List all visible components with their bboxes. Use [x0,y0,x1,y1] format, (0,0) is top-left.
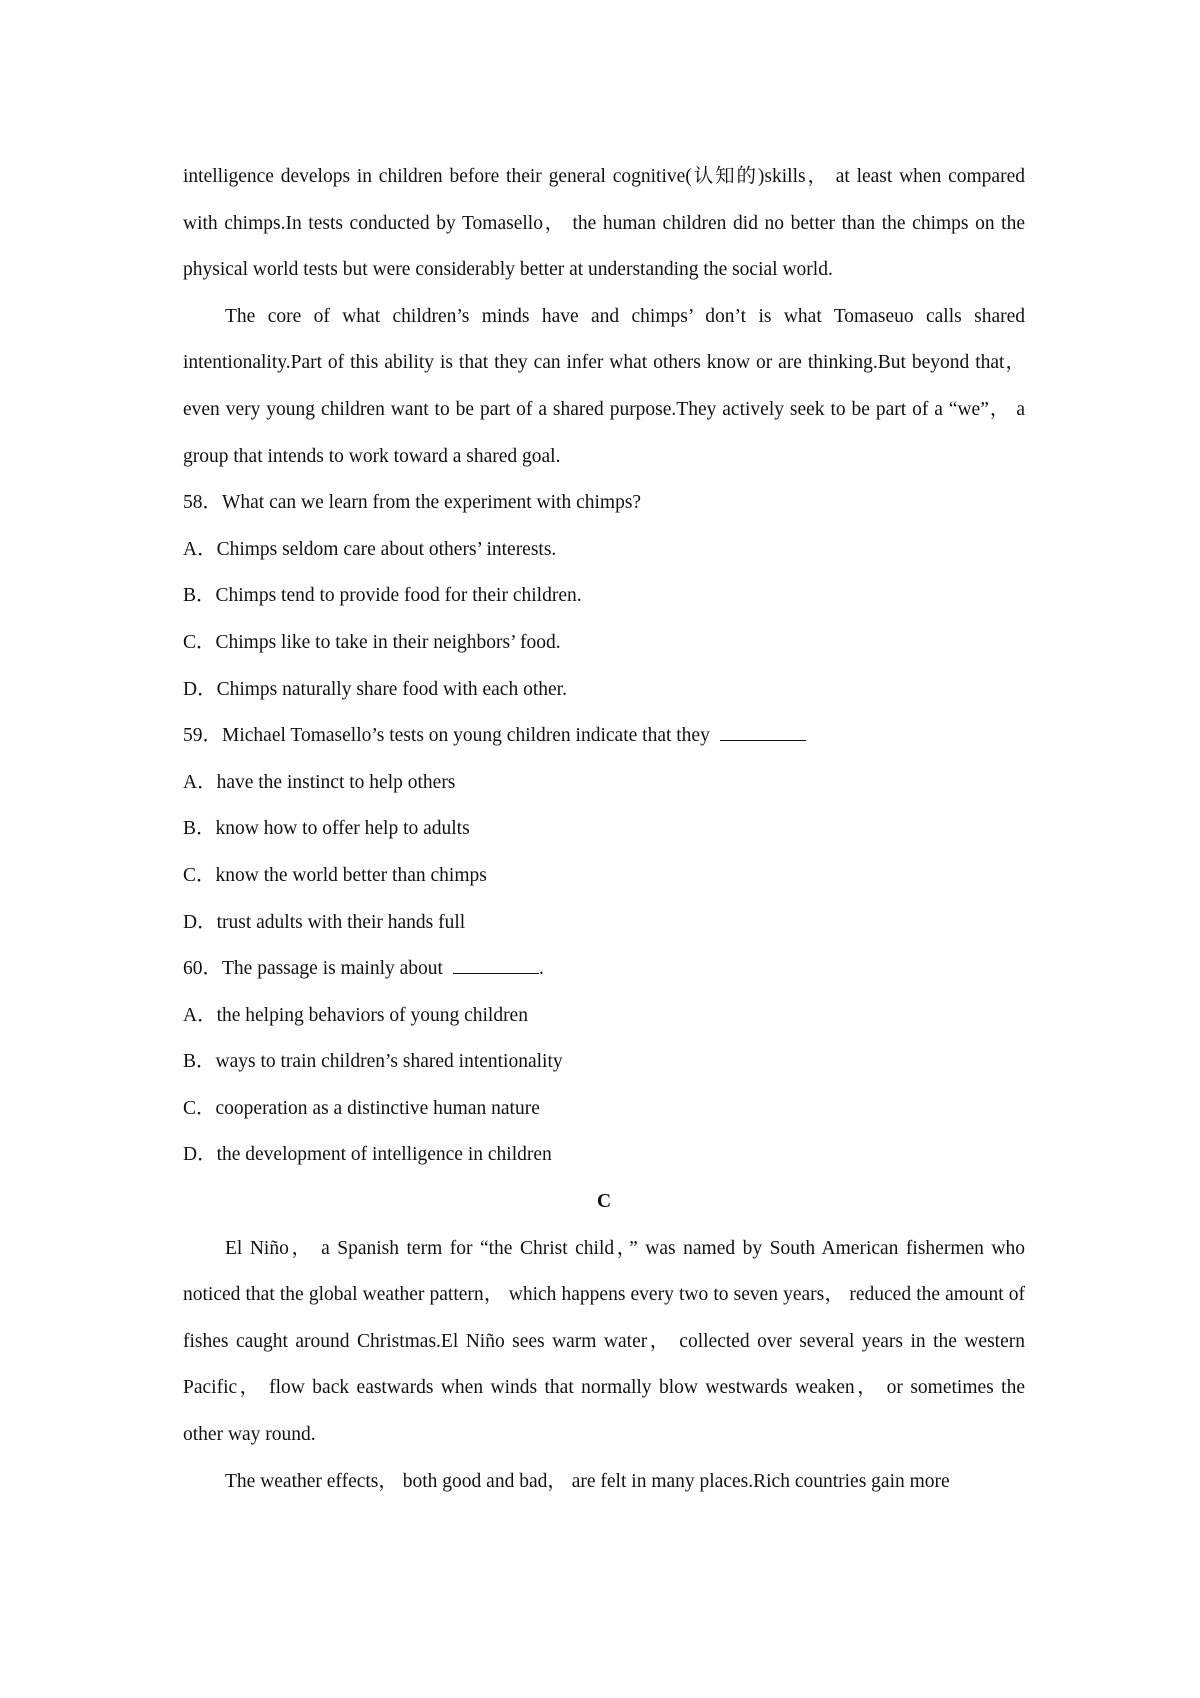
option-a: A．have the instinct to help others [183,771,456,793]
option-b: B．Chimps tend to provide food for their children. [183,585,582,607]
answer-blank [453,954,539,974]
question-stem [183,946,1025,993]
option-d: D．the development of intelligence in children [183,1144,552,1166]
option-c: C．Chimps like to take in their neighbors’ food. [183,631,561,653]
document-content [183,154,1025,1505]
question-stem [183,480,1025,527]
option-c: C．know the world better than chimps [183,864,487,886]
option-d: D．trust adults with their hands full [183,911,466,933]
option-a: A．the helping behaviors of young children [183,1004,528,1026]
question-stem-text: 60．The passage is mainly about [183,958,443,980]
question-stem-text: 59．Michael Tomasello’s tests on young children indicate that they [183,725,710,747]
option-a: A．Chimps seldom care about others’ interests. [183,538,557,560]
option-b: B．ways to train children’s shared intentionality [183,1051,563,1073]
question-58 [183,480,1025,713]
section-c-paragraph-2: The weather effects， both good and bad， are felt in many places.Rich countries gain more [225,1470,950,1492]
option-b: B．know how to offer help to adults [183,818,470,840]
question-stem [183,713,1025,760]
option-c: C．cooperation as a distinctive human nature [183,1097,540,1119]
question-60 [183,946,1025,1179]
option-d: D．Chimps naturally share food with each other. [183,678,567,700]
answer-blank [720,721,806,741]
question-59 [183,713,1025,946]
question-stem-text: 58．What can we learn from the experiment with chimps? [183,492,642,514]
section-c-paragraph-1: El Niño， a Spanish term for “the Christ child，” was named by South American fishermen who noticed that the global weather pattern， which happens every two to seven years， reduced the amount of fishes caught around Christmas.El Niño sees warm water， collected over several years in the western Pacific， flow back eastwards when winds that normally blow westwards weaken， or sometimes the other way round. [183,1237,1025,1446]
passage-b-paragraph-2: The core of what children’s minds have and chimps’ don’t is what Tomaseuo calls shared intentionality.Part of this ability is that they can infer what others know or are thinking.But beyond that， even very young children want to be part of a shared purpose.They actively seek to be part of a “we”， a group that intends to work toward a shared goal. [183,305,1025,467]
passage-b-paragraph-1: intelligence develops in children before their general cognitive(认知的)skills， at least when compared with chimps.In tests conducted by Tomasello， the human children did no better than the chimps on the physical world tests but were considerably better at understanding the social world. [183,166,1025,281]
question-stem-trailing: . [538,958,544,980]
section-heading: C [596,1191,612,1213]
